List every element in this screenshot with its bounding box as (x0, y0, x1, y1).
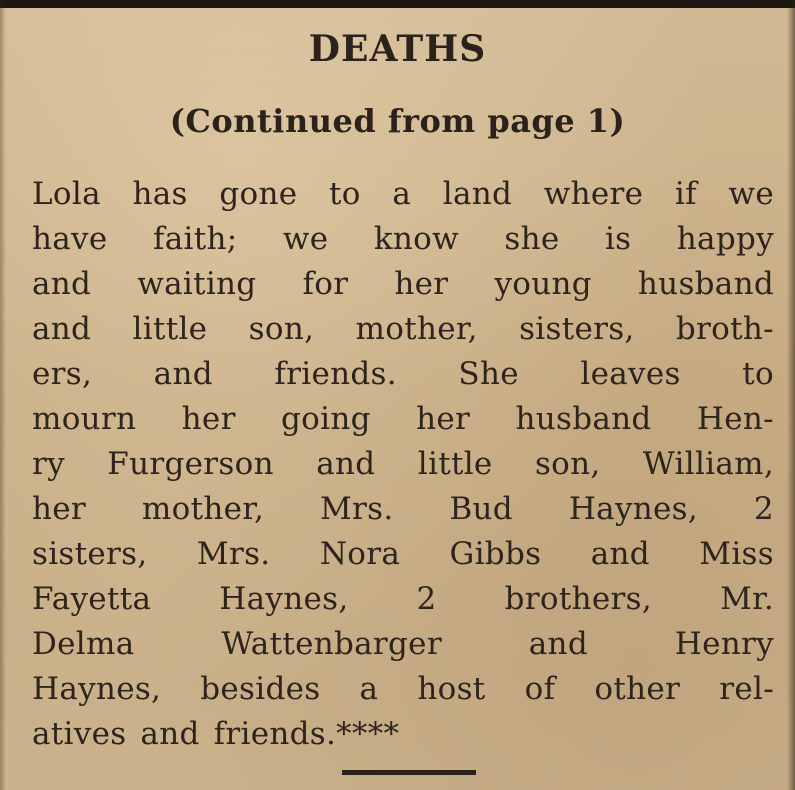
word: to (328, 176, 361, 212)
word: ers, (32, 356, 93, 392)
word: mother, (141, 491, 265, 527)
text-line (32, 397, 774, 442)
word: 2 (416, 581, 437, 617)
deaths-heading: DEATHS (308, 28, 487, 70)
text-line (32, 262, 774, 307)
word: waiting (137, 266, 257, 302)
word: Wattenbarger (221, 626, 442, 662)
word: other (594, 671, 681, 707)
word: and (590, 536, 650, 572)
word: Haynes, (32, 671, 162, 707)
word: Haynes, (219, 581, 349, 617)
word: we (728, 176, 774, 212)
word: Lola (32, 176, 101, 212)
word: a (359, 671, 379, 707)
word: gone (219, 176, 298, 212)
word: and (316, 446, 376, 482)
word: for (302, 266, 349, 302)
word: atives (32, 716, 127, 752)
word: Haynes, (568, 491, 699, 527)
word: broth- (675, 311, 774, 347)
text-line (32, 172, 774, 217)
word: if (674, 176, 697, 212)
word: Hen- (696, 401, 774, 437)
text-line (32, 487, 774, 532)
word: and (153, 356, 213, 392)
text-line (32, 712, 774, 757)
word: happy (676, 221, 774, 257)
text-line (32, 532, 774, 577)
word: Furgerson (107, 446, 274, 482)
obituary-body (32, 172, 774, 757)
continued-heading: (Continued from page 1) (169, 102, 626, 140)
word: has (132, 176, 188, 212)
word: mourn (32, 401, 137, 437)
word: host (417, 671, 486, 707)
word: Miss (699, 536, 774, 572)
text-line (32, 352, 774, 397)
word: friends.**** (213, 716, 400, 752)
word: Fayetta (32, 581, 152, 617)
word: of (524, 671, 556, 707)
text-line (32, 577, 774, 622)
word: mother, (355, 311, 478, 347)
word: little (417, 446, 493, 482)
word: she (504, 221, 560, 257)
word: Delma (32, 626, 135, 662)
word: son, (248, 311, 315, 347)
word: land (442, 176, 513, 212)
word: Gibbs (449, 536, 542, 572)
word: and (32, 266, 92, 302)
word: leaves (580, 356, 681, 392)
word: ry (32, 446, 65, 482)
word: young (494, 266, 592, 302)
word: husband (637, 266, 774, 302)
word: her (32, 491, 87, 527)
word: rel- (719, 671, 774, 707)
word: Nora (319, 536, 401, 572)
word: her (394, 266, 449, 302)
word: son, (534, 446, 601, 482)
word: brothers, (504, 581, 653, 617)
word: faith; (152, 221, 238, 257)
word: going (281, 401, 371, 437)
word: Mrs. (196, 536, 271, 572)
text-line (32, 217, 774, 262)
word: Bud (449, 491, 513, 527)
word: and (32, 311, 92, 347)
word: husband (515, 401, 652, 437)
word: is (604, 221, 632, 257)
word: have (32, 221, 108, 257)
word: sisters, (32, 536, 148, 572)
word: Mr. (720, 581, 774, 617)
word: her (416, 401, 471, 437)
word: where (543, 176, 644, 212)
word: besides (200, 671, 321, 707)
text-line (32, 307, 774, 352)
text-line (32, 667, 774, 712)
word: She (458, 356, 519, 392)
word: sisters, (519, 311, 635, 347)
word: friends. (274, 356, 397, 392)
word: Henry (674, 626, 774, 662)
word: and (140, 716, 200, 752)
word: Mrs. (320, 491, 394, 527)
word: her (181, 401, 236, 437)
word: 2 (753, 491, 774, 527)
word: and (528, 626, 588, 662)
word: to (742, 356, 774, 392)
word: we (282, 221, 329, 257)
word: William, (642, 446, 774, 482)
word: little (132, 311, 208, 347)
text-line (32, 442, 774, 487)
text-line (32, 622, 774, 667)
top-border-rule (0, 0, 795, 8)
word: a (392, 176, 412, 212)
bottom-separator-rule (342, 770, 476, 775)
word: know (373, 221, 459, 257)
